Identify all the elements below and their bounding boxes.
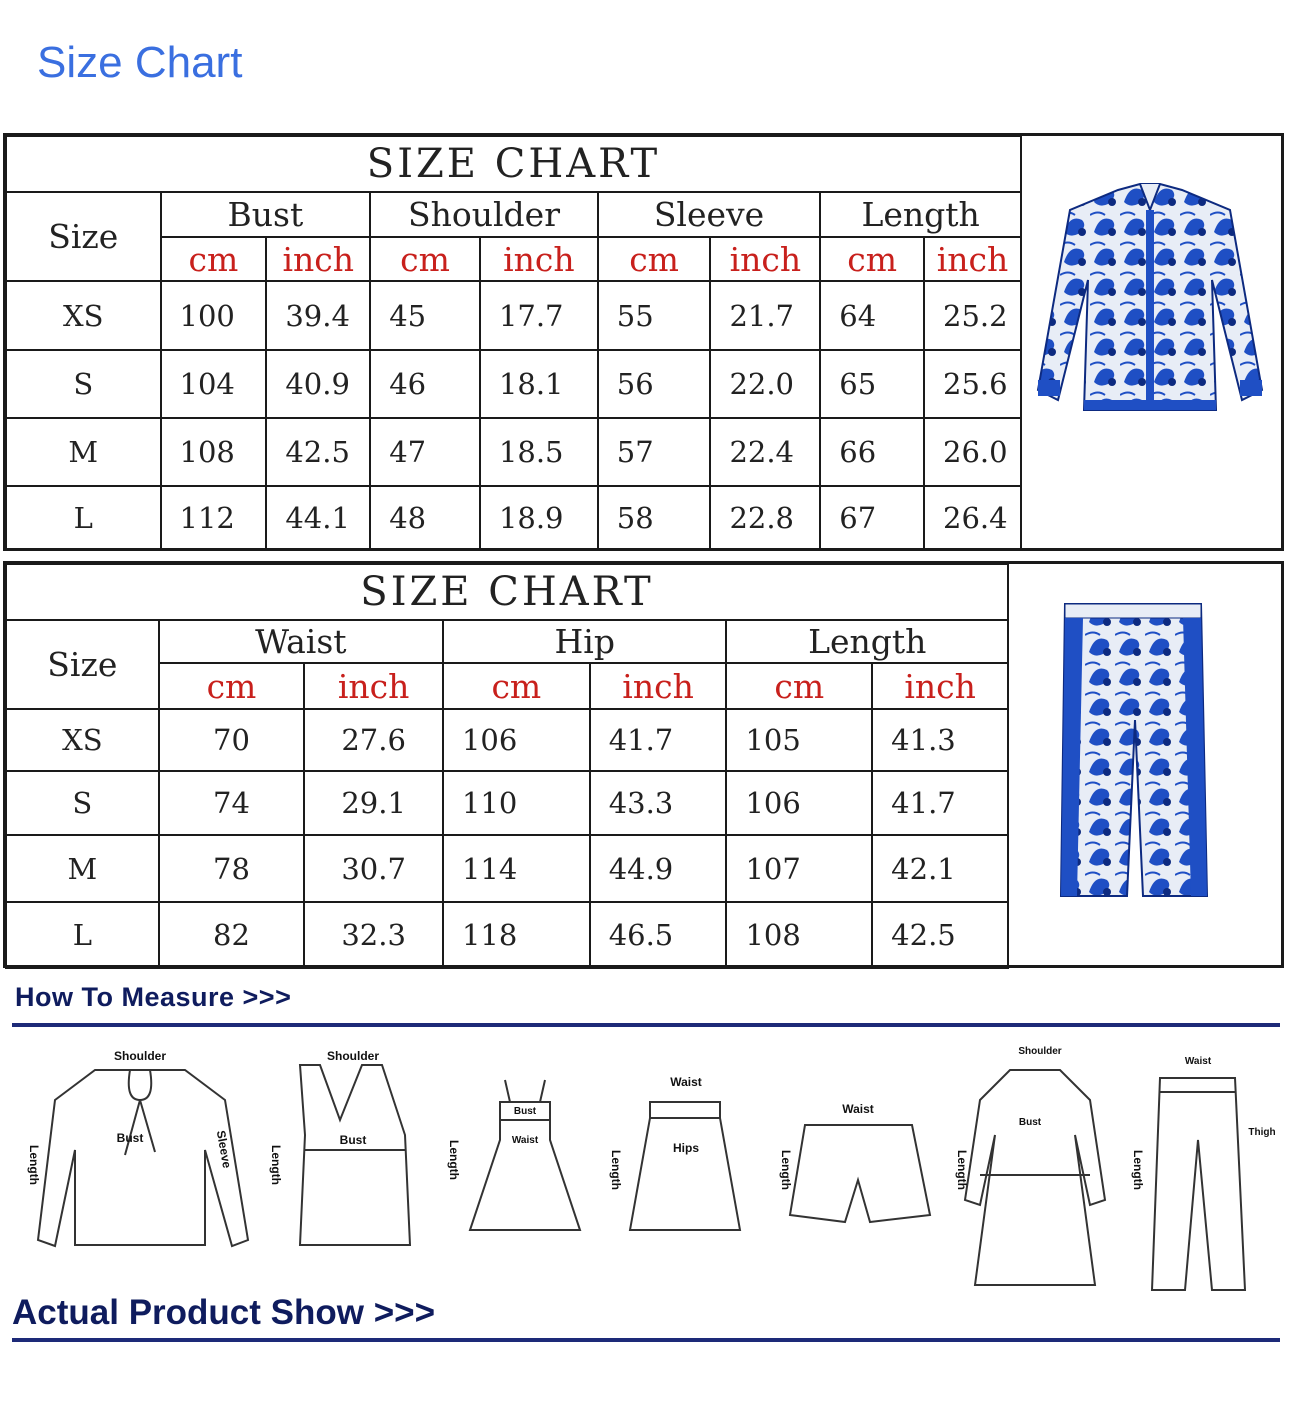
size-cell: XS — [6, 281, 161, 350]
unit-inch: inch — [266, 237, 370, 281]
value-cell: 40.9 — [266, 350, 370, 418]
value-cell: 41.7 — [872, 771, 1008, 835]
top-chart-title: SIZE CHART — [6, 136, 1021, 192]
label-waist: Waist — [842, 1102, 874, 1116]
value-cell: 44.1 — [266, 486, 370, 550]
label-hips: Hips — [672, 1141, 700, 1155]
value-cell: 41.7 — [590, 709, 727, 771]
page-title: Size Chart — [37, 38, 243, 87]
value-cell: 17.7 — [480, 281, 598, 350]
unit-inch: inch — [590, 663, 727, 709]
value-cell: 65 — [820, 350, 924, 418]
value-cell: 66 — [820, 418, 924, 486]
how-to-measure-heading: How To Measure >>> — [15, 982, 292, 1012]
value-cell: 25.6 — [924, 350, 1021, 418]
unit-cm: cm — [726, 663, 872, 709]
size-header: Size — [6, 192, 161, 281]
label-length: Length — [447, 1140, 461, 1180]
unit-inch: inch — [480, 237, 598, 281]
value-cell: 45 — [370, 281, 480, 350]
value-cell: 25.2 — [924, 281, 1021, 350]
length-header: Length — [726, 620, 1008, 663]
value-cell: 114 — [443, 835, 590, 902]
shorts-diagram-icon — [790, 1125, 930, 1222]
skirt-diagram-icon — [630, 1102, 740, 1230]
value-cell: 22.4 — [710, 418, 820, 486]
value-cell: 46.5 — [590, 902, 727, 968]
bottom-size-table — [5, 563, 1009, 969]
value-cell: 105 — [726, 709, 872, 771]
label-bust: Bust — [513, 1106, 537, 1117]
label-thigh: Thigh — [1248, 1127, 1276, 1138]
value-cell: 106 — [443, 709, 590, 771]
dress-diagram-icon — [470, 1080, 580, 1230]
value-cell: 104 — [161, 350, 267, 418]
value-cell: 42.1 — [872, 835, 1008, 902]
label-length: Length — [955, 1150, 969, 1190]
value-cell: 42.5 — [266, 418, 370, 486]
unit-inch: inch — [710, 237, 820, 281]
table-row — [6, 902, 1008, 968]
value-cell: 107 — [726, 835, 872, 902]
label-shoulder: Shoulder — [1018, 1046, 1062, 1057]
bottom-chart-title: SIZE CHART — [6, 564, 1008, 620]
value-cell: 27.6 — [304, 709, 443, 771]
top-size-table — [5, 135, 1022, 551]
value-cell: 47 — [370, 418, 480, 486]
size-cell: M — [6, 418, 161, 486]
unit-inch: inch — [924, 237, 1021, 281]
pants-product-image — [1055, 600, 1215, 900]
waist-header: Waist — [159, 620, 443, 663]
value-cell: 64 — [820, 281, 924, 350]
value-cell: 108 — [726, 902, 872, 968]
label-waist: Waist — [670, 1075, 702, 1089]
label-shoulder: Shoulder — [113, 1049, 167, 1063]
coat-diagram-icon — [965, 1070, 1105, 1285]
value-cell: 29.1 — [304, 771, 443, 835]
table-row — [6, 350, 1021, 418]
value-cell: 32.3 — [304, 902, 443, 968]
trousers-diagram-icon — [1152, 1078, 1245, 1290]
value-cell: 42.5 — [872, 902, 1008, 968]
table-row — [6, 835, 1008, 902]
actual-product-show-heading: Actual Product Show >>> — [12, 1293, 436, 1332]
size-cell: M — [6, 835, 159, 902]
value-cell: 43.3 — [590, 771, 727, 835]
value-cell: 18.5 — [480, 418, 598, 486]
label-bust: Bust — [339, 1133, 367, 1147]
value-cell: 100 — [161, 281, 267, 350]
size-cell: XS — [6, 709, 159, 771]
value-cell: 41.3 — [872, 709, 1008, 771]
actual-product-show-rule — [12, 1338, 1280, 1342]
value-cell: 22.8 — [710, 486, 820, 550]
bust-header: Bust — [161, 192, 371, 237]
value-cell: 21.7 — [710, 281, 820, 350]
unit-cm: cm — [443, 663, 590, 709]
table-row — [6, 418, 1021, 486]
value-cell: 110 — [443, 771, 590, 835]
table-row — [6, 709, 1008, 771]
unit-inch: inch — [872, 663, 1008, 709]
unit-cm: cm — [370, 237, 480, 281]
label-shoulder: Shoulder — [326, 1049, 380, 1063]
value-cell: 18.9 — [480, 486, 598, 550]
value-cell: 39.4 — [266, 281, 370, 350]
label-waist: Waist — [511, 1135, 539, 1146]
value-cell: 26.0 — [924, 418, 1021, 486]
size-cell: L — [6, 902, 159, 968]
label-length: Length — [27, 1145, 41, 1185]
size-cell: S — [6, 771, 159, 835]
sleeve-header: Sleeve — [598, 192, 821, 237]
value-cell: 46 — [370, 350, 480, 418]
unit-cm: cm — [161, 237, 267, 281]
value-cell: 74 — [159, 771, 305, 835]
label-waist: Waist — [1184, 1056, 1212, 1067]
size-header: Size — [6, 620, 159, 709]
value-cell: 108 — [161, 418, 267, 486]
value-cell: 55 — [598, 281, 711, 350]
value-cell: 56 — [598, 350, 711, 418]
label-bust: Bust — [116, 1131, 144, 1145]
value-cell: 106 — [726, 771, 872, 835]
value-cell: 22.0 — [710, 350, 820, 418]
unit-cm: cm — [598, 237, 711, 281]
value-cell: 58 — [598, 486, 711, 550]
blouse-diagram-icon — [38, 1070, 248, 1246]
label-bust: Bust — [1018, 1117, 1042, 1128]
value-cell: 30.7 — [304, 835, 443, 902]
label-length: Length — [779, 1150, 793, 1190]
value-cell: 44.9 — [590, 835, 727, 902]
unit-cm: cm — [820, 237, 924, 281]
value-cell: 82 — [159, 902, 305, 968]
size-cell: L — [6, 486, 161, 550]
value-cell: 118 — [443, 902, 590, 968]
value-cell: 67 — [820, 486, 924, 550]
table-row — [6, 771, 1008, 835]
shoulder-header: Shoulder — [370, 192, 598, 237]
value-cell: 48 — [370, 486, 480, 550]
length-header: Length — [820, 192, 1021, 237]
label-length: Length — [1131, 1150, 1145, 1190]
how-to-measure-rule — [12, 1023, 1280, 1027]
hip-header: Hip — [443, 620, 726, 663]
table-row — [6, 281, 1021, 350]
unit-cm: cm — [159, 663, 305, 709]
value-cell: 112 — [161, 486, 267, 550]
shirt-product-image — [1030, 180, 1270, 420]
tank-diagram-icon — [300, 1065, 410, 1245]
measurement-diagrams — [0, 1040, 1290, 1295]
table-row — [6, 486, 1021, 550]
label-sleeve: Sleeve — [213, 1129, 235, 1170]
label-length: Length — [269, 1145, 283, 1185]
unit-inch: inch — [304, 663, 443, 709]
value-cell: 18.1 — [480, 350, 598, 418]
value-cell: 70 — [159, 709, 305, 771]
size-cell: S — [6, 350, 161, 418]
value-cell: 57 — [598, 418, 711, 486]
value-cell: 78 — [159, 835, 305, 902]
label-length: Length — [609, 1150, 623, 1190]
value-cell: 26.4 — [924, 486, 1021, 550]
